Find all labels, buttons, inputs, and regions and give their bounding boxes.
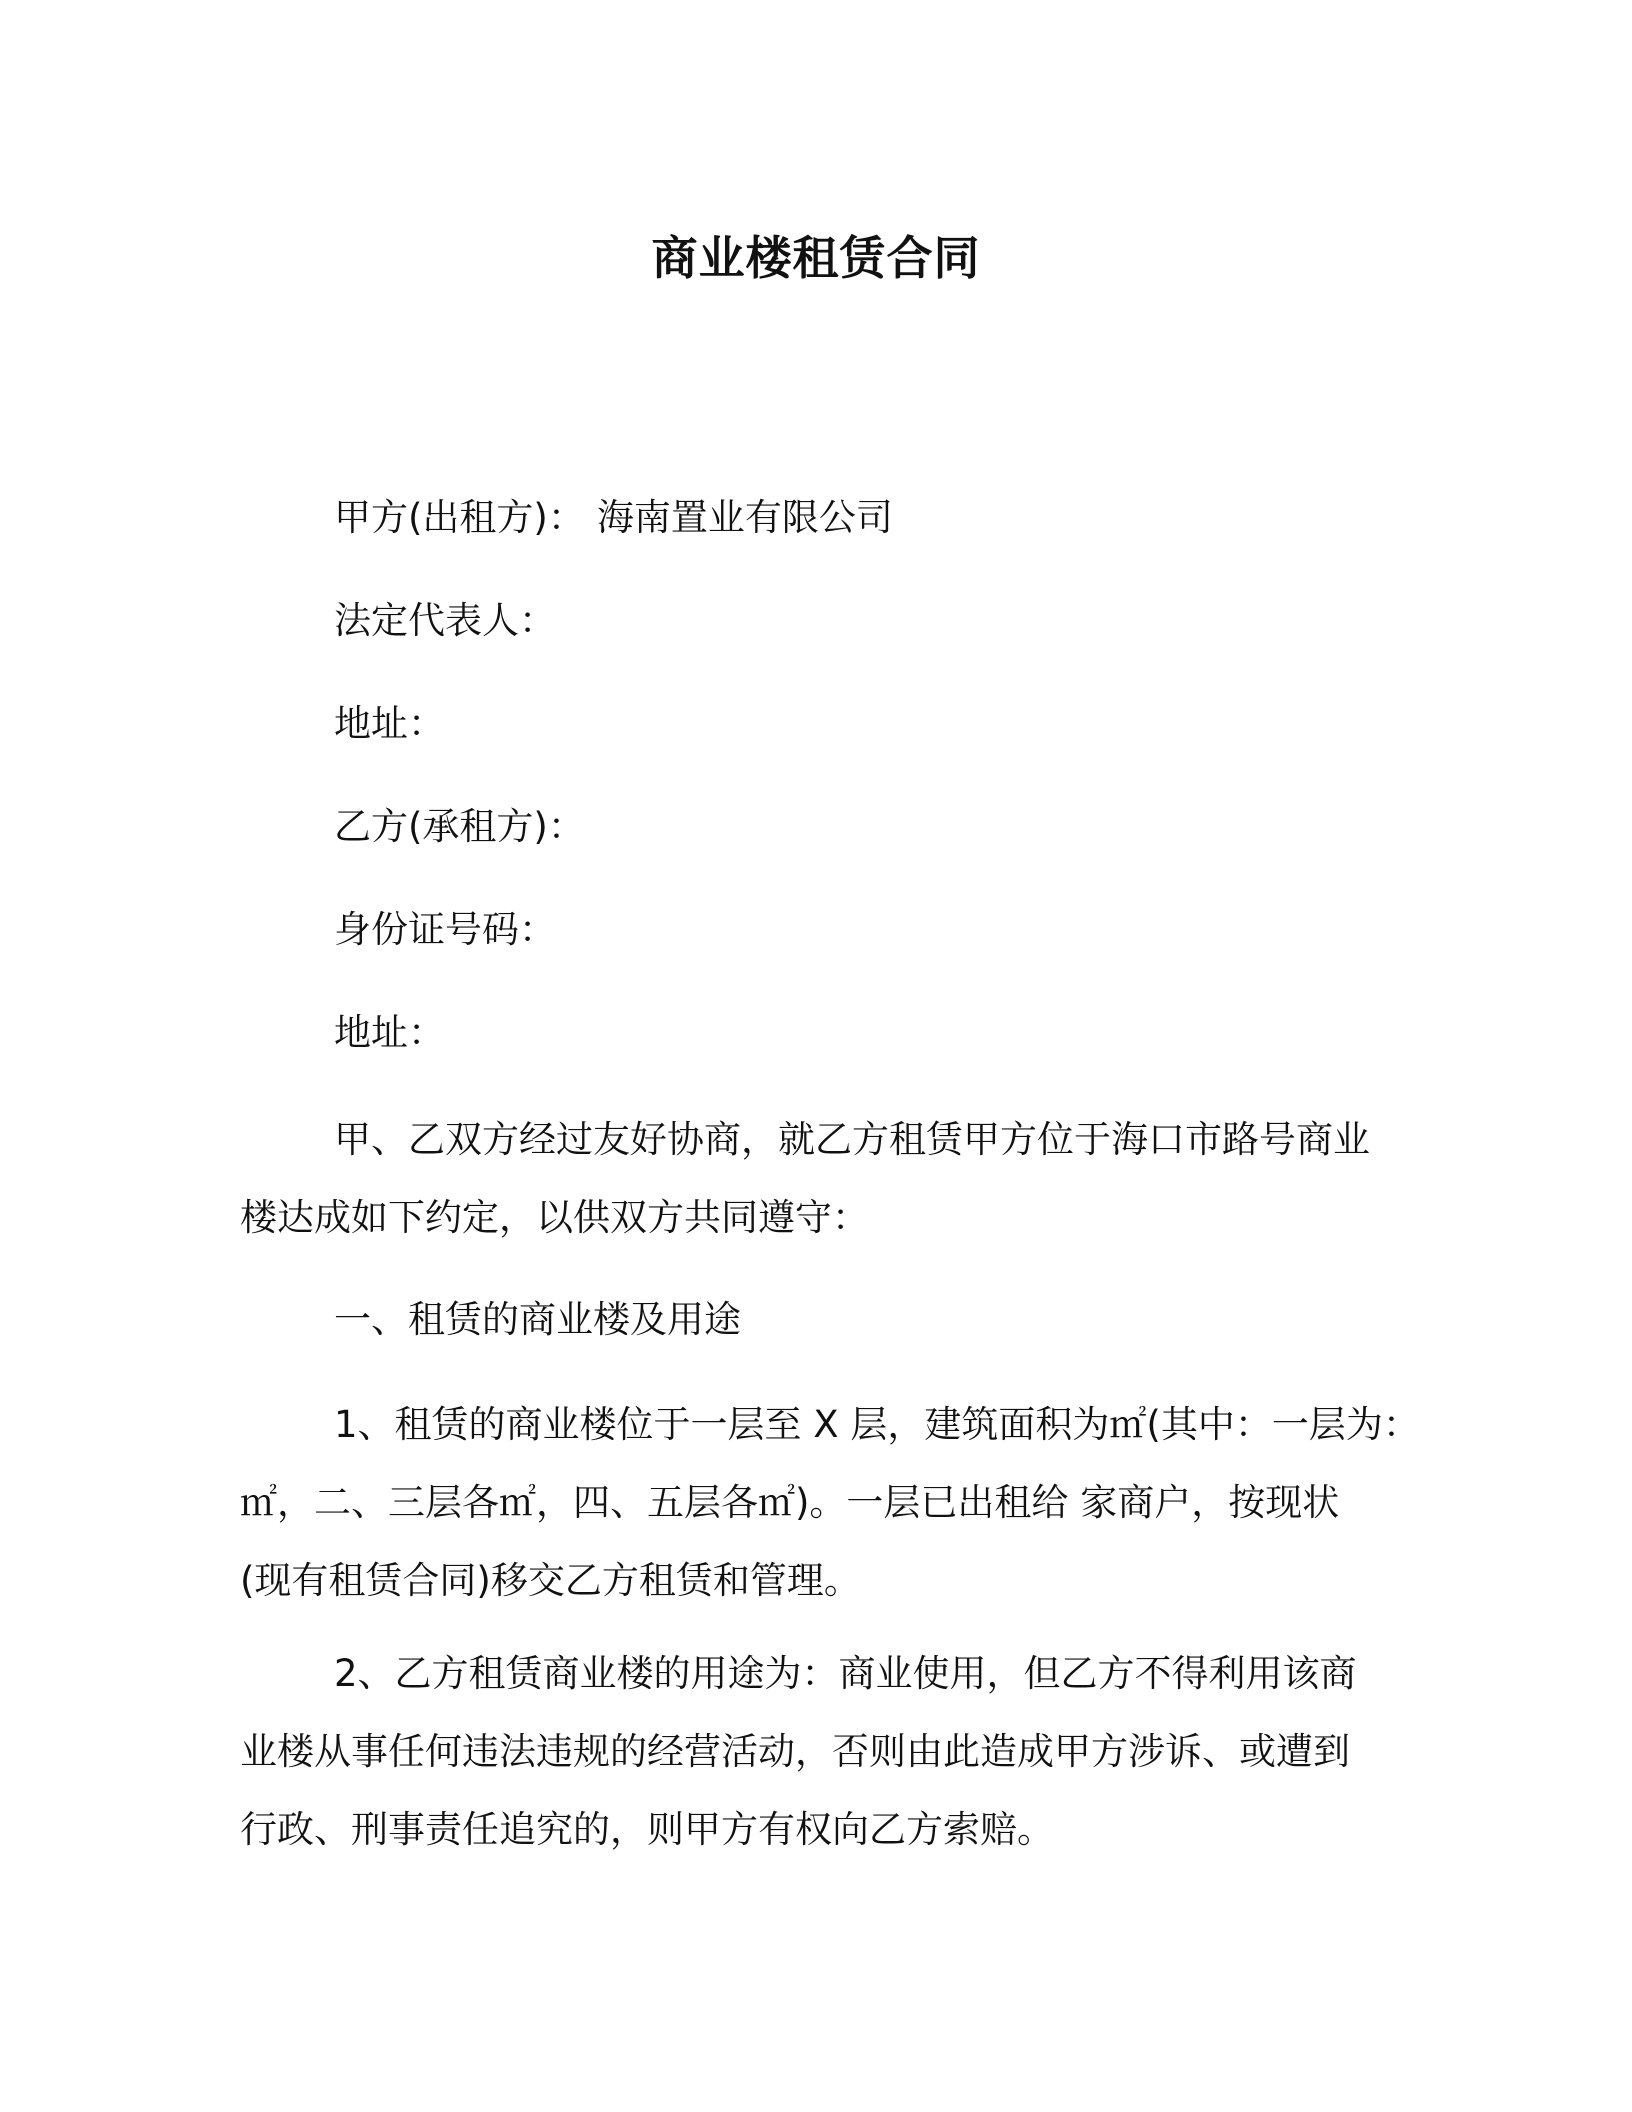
address-b-label: 地址： (334, 1011, 445, 1054)
party-a-field (334, 496, 893, 539)
clause-2-paragraph (240, 1635, 1390, 1869)
clause-2-line: 行政、刑事责任追究的，则甲方有权向乙方索赔。 (240, 1808, 1054, 1851)
clause-2-line: 2、乙方租赁商业楼的用途为：商业使用，但乙方不得利用该商 (334, 1652, 1357, 1695)
address-a-field (334, 702, 445, 745)
clause-1-line: (现有租赁合同)移交乙方租赁和管理。 (240, 1559, 861, 1602)
document-title: 商业楼租赁合同 (651, 231, 981, 285)
party-b-label: 乙方(承租方)： (334, 805, 585, 848)
clause-2-line: 业楼从事任何违法违规的经营活动，否则由此造成甲方涉诉、或遭到 (240, 1730, 1350, 1773)
intro-line: 甲、乙双方经过友好协商，就乙方租赁甲方位于海口市路号商业 (334, 1118, 1370, 1161)
clause-1-line: ㎡，二、三层各㎡，四、五层各㎡)。一层已出租给 家商户，按现状 (240, 1481, 1340, 1524)
address-b-field (334, 1011, 445, 1054)
party-b-field (334, 805, 585, 848)
clause-1-paragraph (240, 1386, 1420, 1620)
clause-1-line: 1、租赁的商业楼位于一层至 X 层，建筑面积为㎡(其中：一层为： (334, 1403, 1420, 1446)
legal-rep-field (334, 599, 556, 642)
section-1-heading: 一、租赁的商业楼及用途 (334, 1298, 741, 1341)
intro-line: 楼达成如下约定，以供双方共同遵守： (240, 1196, 869, 1239)
id-number-field (334, 908, 556, 951)
address-a-label: 地址： (334, 702, 445, 745)
id-number-label: 身份证号码： (334, 908, 556, 951)
intro-paragraph (240, 1101, 1390, 1257)
party-a-label: 甲方(出租方)： (334, 496, 585, 539)
legal-rep-label: 法定代表人： (334, 599, 556, 642)
party-a-value: 海南置业有限公司 (596, 496, 893, 539)
